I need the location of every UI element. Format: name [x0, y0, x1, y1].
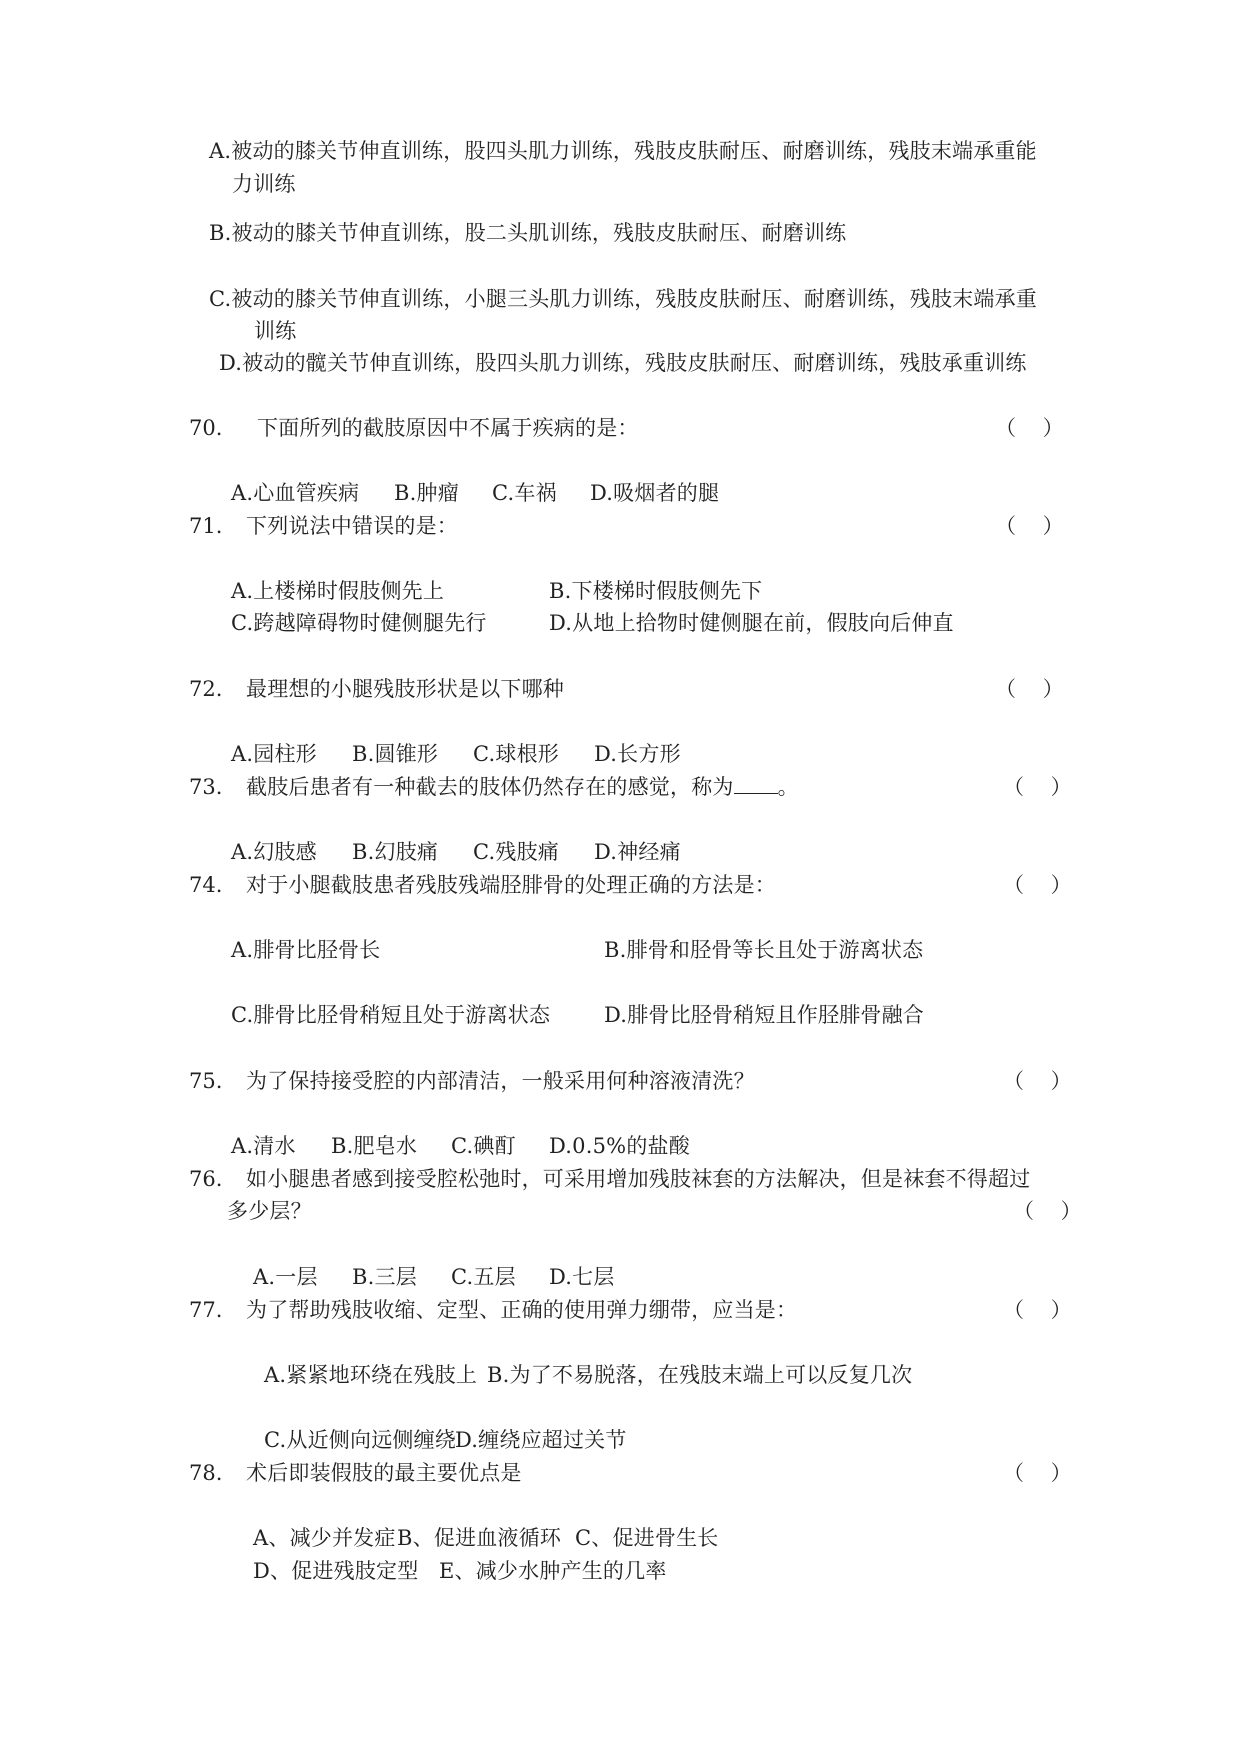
question-number: 76. [189, 1167, 223, 1191]
answer-parentheses: （ ） [1003, 873, 1082, 897]
answer-parentheses: （ ） [1003, 775, 1082, 799]
option-a: A.清水 [231, 1134, 296, 1158]
option-b: B.为了不易脱落，在残肢末端上可以反复几次 [487, 1363, 913, 1387]
question-number: 74. [189, 873, 223, 897]
question-text: 最理想的小腿残肢形状是以下哪种 [246, 677, 564, 701]
option-b: B.下楼梯时假肢侧先下 [549, 579, 763, 603]
answer-parentheses: （ ） [1003, 1069, 1082, 1093]
option-c: C.五层 [451, 1265, 516, 1289]
question-number: 71. [189, 514, 223, 538]
option-a: A.幻肢感 [231, 840, 317, 864]
option-c: C.球根形 [473, 742, 559, 766]
option-d: D.缠绕应超过关节 [455, 1428, 627, 1452]
option-e: E、减少水肿产生的几率 [439, 1559, 667, 1583]
answer-parentheses: （ ） [995, 514, 1074, 538]
option-a: A、减少并发症 [253, 1526, 396, 1550]
q69-option-d: D.被动的髋关节伸直训练，股四头肌力训练，残肢皮肤耐压、耐磨训练，残肢承重训练 [219, 351, 1027, 375]
option-c: C.从近侧向远侧缠绕 [264, 1428, 456, 1452]
question-text-line2: 多少层？ [227, 1199, 312, 1223]
question-text-line [246, 773, 799, 801]
option-b: B.三层 [352, 1265, 417, 1289]
option-a: A.上楼梯时假肢侧先上 [231, 579, 445, 603]
option-d: D.长方形 [594, 742, 681, 766]
option-c: C.车祸 [492, 481, 557, 505]
answer-parentheses: （ ） [1013, 1199, 1092, 1223]
option-b: B.幻肢痛 [352, 840, 439, 864]
option-a: A.腓骨比胫骨长 [231, 938, 381, 962]
option-c: C、促进骨生长 [575, 1526, 719, 1550]
answer-parentheses: （ ） [995, 416, 1074, 440]
question-number: 78. [189, 1461, 223, 1485]
option-a: A.园柱形 [231, 742, 317, 766]
answer-parentheses: （ ） [995, 677, 1074, 701]
q69-option-a-line2: 力训练 [232, 172, 296, 196]
question-number: 77. [189, 1298, 223, 1322]
option-b: B.腓骨和胫骨等长且处于游离状态 [604, 938, 924, 962]
option-a: A.一层 [253, 1265, 318, 1289]
option-c: C.跨越障碍物时健侧腿先行 [231, 611, 487, 635]
question-number: 73. [189, 775, 223, 799]
option-d: D.吸烟者的腿 [590, 481, 720, 505]
option-d: D.0.5%的盐酸 [549, 1134, 690, 1158]
option-b: B.肿瘤 [394, 481, 459, 505]
option-c: C.腓骨比胫骨稍短且处于游离状态 [231, 1003, 551, 1027]
answer-parentheses: （ ） [1003, 1298, 1082, 1322]
question-number: 70. [189, 416, 223, 440]
option-a: A.心血管疾病 [231, 481, 360, 505]
question-text: 术后即装假肢的最主要优点是 [246, 1461, 522, 1485]
question-text: 下面所列的截肢原因中不属于疾病的是： [257, 416, 639, 440]
question-text: 为了保持接受腔的内部清洁，一般采用何种溶液清洗？ [246, 1069, 755, 1093]
q69-option-c-line1: C.被动的膝关节伸直训练，小腿三头肌力训练，残肢皮肤耐压、耐磨训练，残肢末端承重 [209, 287, 1037, 311]
question-number: 75. [189, 1069, 223, 1093]
answer-parentheses: （ ） [1003, 1461, 1082, 1485]
question-text: 对于小腿截肢患者残肢残端胫腓骨的处理正确的方法是： [246, 873, 776, 897]
q69-option-a-line1: A.被动的膝关节伸直训练，股四头肌力训练，残肢皮肤耐压、耐磨训练，残肢末端承重能 [209, 139, 1037, 163]
question-number: 72. [189, 677, 223, 701]
option-d: D.七层 [549, 1265, 615, 1289]
question-text: 如小腿患者感到接受腔松弛时，可采用增加残肢袜套的方法解决，但是袜套不得超过 [246, 1167, 1031, 1191]
option-d: D.神经痛 [594, 840, 681, 864]
question-text-end: 。 [777, 775, 799, 799]
option-b: B、促进血液循环 [397, 1526, 562, 1550]
option-c: C.残肢痛 [473, 840, 559, 864]
option-a: A.紧紧地环绕在残肢上 [264, 1363, 478, 1387]
question-text: 下列说法中错误的是： [246, 514, 458, 538]
question-text: 截肢后患者有一种截去的肢体仍然存在的感觉，称为 [246, 775, 734, 799]
q69-option-c-line2: 训练 [254, 319, 297, 343]
option-d: D、促进残肢定型 [253, 1559, 419, 1583]
option-c: C.碘酊 [451, 1134, 516, 1158]
option-b: B.圆锥形 [352, 742, 439, 766]
option-b: B.肥皂水 [331, 1134, 418, 1158]
option-d: D.从地上拾物时健侧腿在前，假肢向后伸直 [549, 611, 954, 635]
q69-option-b: B.被动的膝关节伸直训练，股二头肌训练，残肢皮肤耐压、耐磨训练 [209, 221, 847, 245]
fill-in-blank [734, 775, 778, 794]
option-d: D.腓骨比胫骨稍短且作胫腓骨融合 [604, 1003, 924, 1027]
question-text: 为了帮助残肢收缩、定型、正确的使用弹力绷带，应当是： [246, 1298, 798, 1322]
